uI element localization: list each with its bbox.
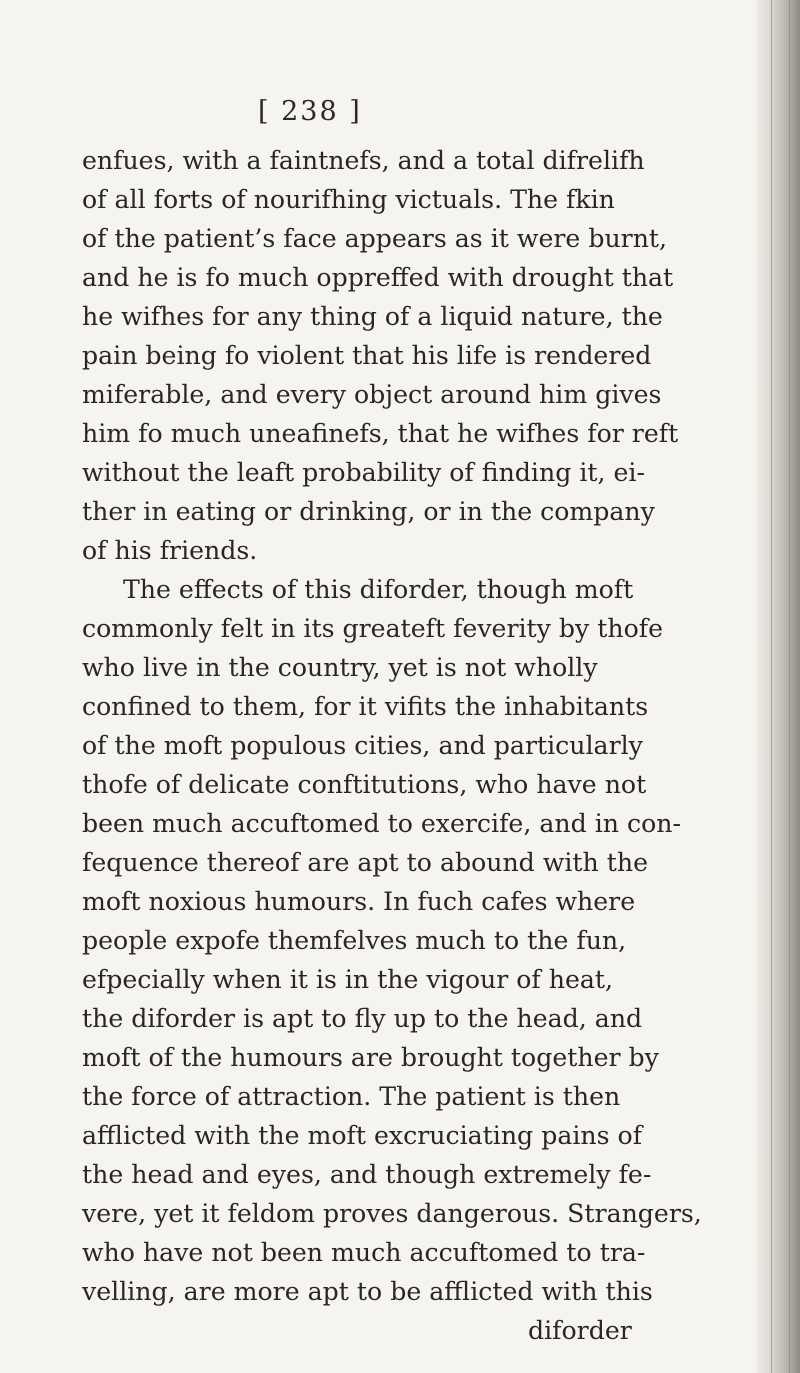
text-line: of the patient’s face appears as it were burnt, xyxy=(82,224,668,253)
text-line: been much accuftomed to exercife, and in con- xyxy=(82,809,681,838)
text-line: velling, are more apt to be afflicted with this xyxy=(82,1277,653,1306)
text-line: the force of attraction. The patient is then xyxy=(82,1082,621,1111)
text-line: afflicted with the moft excruciating pains of xyxy=(82,1121,643,1150)
text-line: people expofe themfelves much to the fun, xyxy=(82,926,627,955)
text-line: enfues, with a faintnefs, and a total difrelifh xyxy=(82,146,645,175)
text-line: the diforder is apt to fly up to the head, and xyxy=(82,1004,643,1033)
text-line: and he is fo much oppreffed with drought that xyxy=(82,263,674,292)
text-line: of the moft populous cities, and particularly xyxy=(82,731,643,760)
text-line: who have not been much accuftomed to tra- xyxy=(82,1238,646,1267)
paragraph-first-line: The effects of this diforder, though moft xyxy=(123,575,634,604)
text-line: moft noxious humours. In fuch cafes where xyxy=(82,887,636,916)
text-line: him fo much uneafinefs, that he wifhes for reft xyxy=(82,419,679,448)
text-line: fequence thereof are apt to abound with the xyxy=(82,848,649,877)
page-number-header: [ 238 ] xyxy=(258,96,362,127)
catchword: diforder xyxy=(528,1316,632,1345)
text-line: of his friends. xyxy=(82,536,258,565)
text-line: vere, yet it feldom proves dangerous. Strangers, xyxy=(82,1199,702,1228)
text-line: commonly felt in its greateft feverity by thofe xyxy=(82,614,663,643)
text-line: he wifhes for any thing of a liquid nature, the xyxy=(82,302,663,331)
text-line: ther in eating or drinking, or in the company xyxy=(82,497,655,526)
text-line: efpecially when it is in the vigour of heat, xyxy=(82,965,614,994)
text-line: the head and eyes, and though extremely fe- xyxy=(82,1160,652,1189)
text-line: thofe of delicate conftitutions, who have not xyxy=(82,770,647,799)
text-line: pain being fo violent that his life is rendered xyxy=(82,341,652,370)
text-line: confined to them, for it vifits the inhabitants xyxy=(82,692,649,721)
text-line: without the leaft probability of finding it, ei- xyxy=(82,458,645,487)
text-line: who live in the country, yet is not wholly xyxy=(82,653,598,682)
text-line: moft of the humours are brought together by xyxy=(82,1043,659,1072)
text-line: of all forts of nourifhing victuals. The fkin xyxy=(82,185,615,214)
text-line: miferable, and every object around him gives xyxy=(82,380,662,409)
